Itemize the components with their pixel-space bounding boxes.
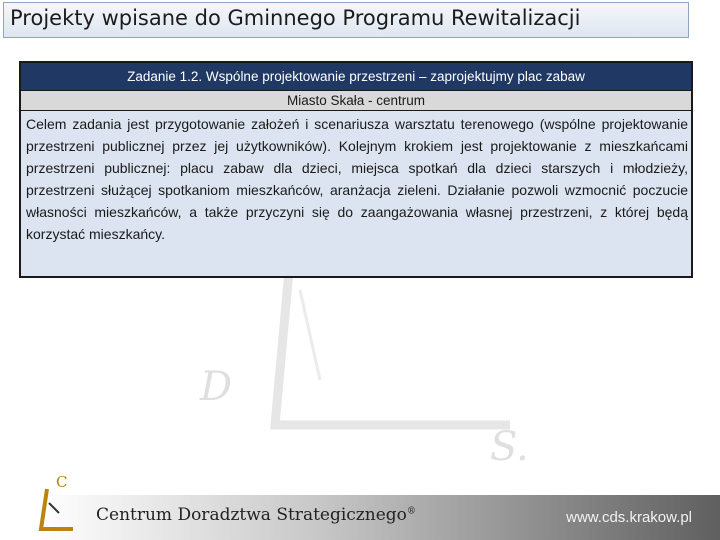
watermark-letter-s: S.	[490, 424, 529, 470]
slide-title-bar	[3, 2, 689, 38]
task-table	[19, 61, 693, 278]
brand-name	[96, 505, 416, 525]
task-header: Zadanie 1.2. Wspólne projektowanie przestrzeni – zaprojektujmy plac zabaw	[21, 63, 691, 91]
task-description: Celem zadania jest przygotowanie założeń i scenariusza warsztatu terenowego (wspólne projektowanie przestrzeni publicznej przez jej użytkowników). Kolejnym krokiem jest projektowanie z mieszkańcami przestrzeni publicznej: placu zabaw dla dzieci, miejsca spotkań dla dzieci starszych i młodzieży, przestrzeni służącej spotkaniom mieszkańców, aranżacja zieleni. Działanie pozwoli wzmocnić poczucie własności mieszkańców, a także przyczyni się do zaangażowania własnej przestrzeni, z której będą korzystać mieszkańcy.	[26, 116, 688, 242]
logo-letter: C	[56, 473, 68, 491]
cds-logo-icon	[25, 467, 85, 539]
brand-name-text: Centrum Doradztwa Strategicznego	[96, 505, 407, 525]
website-link[interactable]: www.cds.krakow.pl	[566, 509, 692, 526]
registered-mark: ®	[406, 506, 416, 517]
slide-title: Projekty wpisane do Gminnego Programu Rewitalizacji	[10, 6, 581, 30]
footer	[0, 465, 720, 540]
task-location: Miasto Skała - centrum	[21, 91, 691, 111]
watermark-letter-d: D	[200, 364, 233, 410]
cds-watermark-logo	[180, 250, 560, 490]
